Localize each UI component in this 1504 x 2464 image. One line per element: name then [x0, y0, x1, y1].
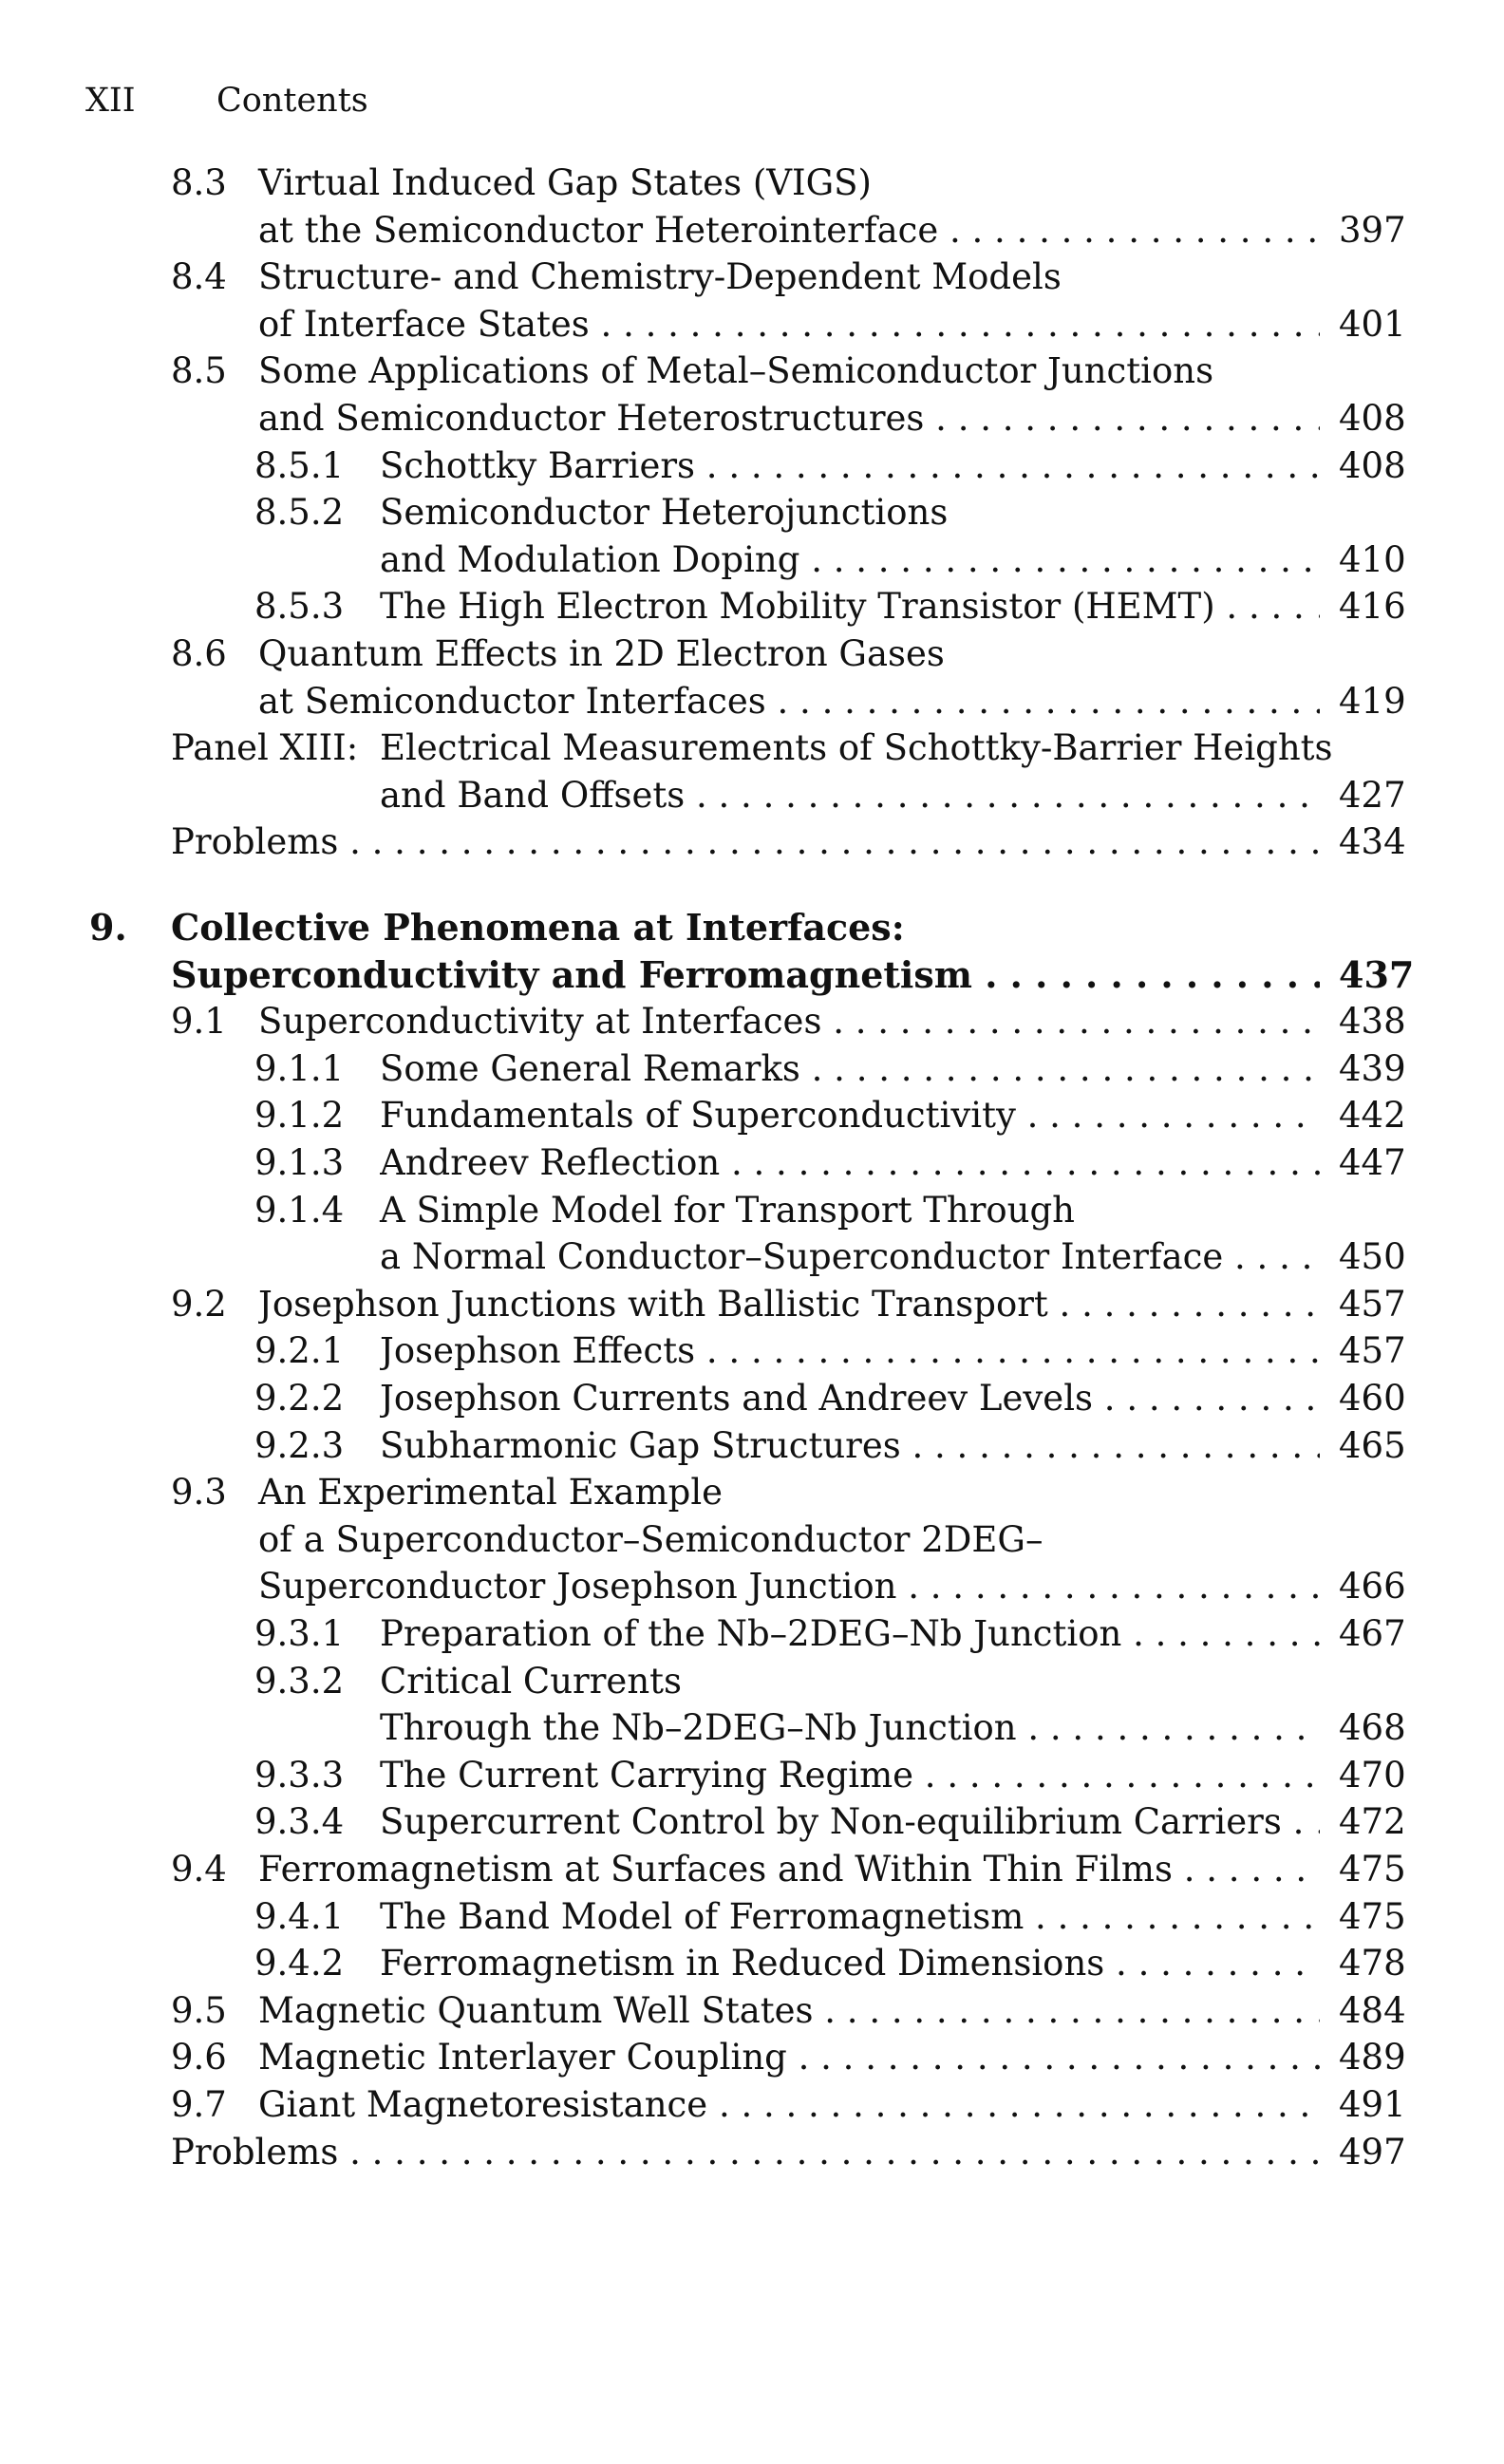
section-title: Magnetic Interlayer Coupling . . .: [258, 2034, 1320, 2081]
toc-entry-line: [0, 348, 1504, 395]
section-title: Ferromagnetism in Reduced Dimensions . . .: [380, 1940, 1320, 1987]
section-title: Virtual Induced Gap States (VIGS): [258, 162, 872, 203]
toc-entry-line: [0, 772, 1504, 819]
toc-entry-line: [0, 1798, 1504, 1846]
toc-entry-line: [0, 1187, 1504, 1234]
page-reference: 468: [1339, 1707, 1406, 1749]
toc-entry-line: [0, 1846, 1504, 1893]
section-title: Semiconductor Heterojunctions: [380, 492, 949, 534]
section-title: The Band Model of Ferromagnetism . . .: [380, 1893, 1320, 1941]
page-reference: 439: [1339, 1047, 1406, 1089]
toc-entry-line: [0, 160, 1504, 207]
section-title: Superconductivity at Interfaces . . .: [258, 998, 1320, 1045]
section-title: Ferromagnetism at Surfaces and Within Thin Films . . .: [258, 1846, 1320, 1893]
page-reference: 457: [1339, 1330, 1406, 1372]
section-number: 9.2: [171, 1283, 227, 1325]
section-title: and Semiconductor Heterostructures . . .: [258, 395, 1320, 442]
section-number: 8.6: [171, 633, 227, 674]
toc-entry-line: [0, 1045, 1504, 1093]
chapter-heading-line: [0, 951, 1504, 999]
toc-entry-line: [0, 1516, 1504, 1564]
page-reference: 457: [1339, 1283, 1406, 1325]
section-title: of a Superconductor–Semiconductor 2DEG–: [258, 1518, 1043, 1560]
toc-entry-line: [0, 1281, 1504, 1328]
toc-entry-line: [0, 489, 1504, 536]
section-title: Supercurrent Control by Non-equilibrium Carriers . . .: [380, 1798, 1320, 1846]
section-title: Preparation of the Nb–2DEG–Nb Junction . . .: [380, 1610, 1320, 1658]
section-number: 9.4.2: [254, 1943, 345, 1984]
section-number: 9.1.3: [254, 1142, 345, 1183]
section-number: 9.3.1: [254, 1613, 345, 1654]
section-title: a Normal Conductor–Superconductor Interface . . .: [380, 1233, 1320, 1281]
section-number: 9.3.2: [254, 1660, 345, 1702]
page-reference: 466: [1339, 1566, 1406, 1608]
section-number: 9.1.4: [254, 1189, 345, 1231]
toc-entry-line: [0, 1327, 1504, 1375]
toc-entry-line: [0, 442, 1504, 490]
section-title: Electrical Measurements of Schottky-Barrier Heights: [380, 727, 1333, 769]
toc-entry-line: [0, 630, 1504, 678]
section-title: An Experimental Example: [258, 1472, 724, 1514]
page-reference: 416: [1339, 586, 1406, 628]
toc-entry-line: [0, 1563, 1504, 1610]
section-title: of Interface States . . .: [258, 301, 1320, 348]
section-title: Subharmonic Gap Structures . . .: [380, 1422, 1320, 1470]
toc-entry-line: [0, 818, 1504, 866]
section-title: Josephson Effects . . .: [380, 1327, 1320, 1375]
page-reference: 475: [1339, 1895, 1406, 1937]
page-reference: 470: [1339, 1754, 1406, 1796]
page-reference: 489: [1339, 2037, 1406, 2078]
section-title: and Band Offsets . . .: [380, 772, 1320, 819]
page-reference: 447: [1339, 1142, 1406, 1183]
section-number: 8.5.3: [254, 586, 345, 628]
section-number: 9.3.3: [254, 1754, 345, 1796]
section-title: A Simple Model for Transport Through: [380, 1189, 1076, 1231]
page-reference: 467: [1339, 1613, 1406, 1654]
page-reference: 437: [1339, 952, 1415, 996]
section-title: Quantum Effects in 2D Electron Gases: [258, 633, 945, 674]
section-title: Some General Remarks . . .: [380, 1045, 1320, 1093]
toc-entry-line: [0, 1893, 1504, 1941]
section-number: 9.1: [171, 1001, 227, 1043]
section-number: 9.5: [171, 1989, 227, 2031]
toc-entry-line: [0, 2081, 1504, 2129]
page-reference: 472: [1339, 1801, 1406, 1843]
section-number: 9.4.1: [254, 1895, 345, 1937]
page-reference: 401: [1339, 303, 1406, 345]
page-reference: 491: [1339, 2084, 1406, 2125]
toc-entry-line: [0, 2129, 1504, 2176]
section-title: Through the Nb–2DEG–Nb Junction . . .: [380, 1704, 1320, 1752]
running-head: [85, 74, 368, 127]
section-title: Magnetic Quantum Well States . . .: [258, 1987, 1320, 2035]
page-reference: 450: [1339, 1236, 1406, 1278]
section-title: and Modulation Doping . . .: [380, 536, 1320, 584]
section-title: Josephson Currents and Andreev Levels . . .: [380, 1375, 1320, 1422]
toc-entry-line: [0, 536, 1504, 584]
section-number: 9.1.1: [254, 1047, 345, 1089]
toc-entry-line: [0, 1658, 1504, 1705]
toc-entry-line: [0, 1752, 1504, 1799]
page-reference: 434: [1339, 821, 1406, 863]
section-number: 9.2.2: [254, 1378, 345, 1419]
section-title: Structure- and Chemistry-Dependent Models: [258, 256, 1062, 298]
page-reference: 465: [1339, 1424, 1406, 1466]
section-number: 9.1.2: [254, 1095, 345, 1137]
section-number: 9.2.1: [254, 1330, 345, 1372]
section-number: 9.7: [171, 2084, 227, 2125]
page-reference: 427: [1339, 774, 1406, 816]
page-reference: 478: [1339, 1943, 1406, 1984]
section-title: Giant Magnetoresistance . . .: [258, 2081, 1320, 2129]
section-number: 8.5.2: [254, 492, 345, 534]
section-title: Andreev Reflection . . .: [380, 1139, 1320, 1187]
section-number: 8.5.1: [254, 444, 345, 486]
section-title: Collective Phenomena at Interfaces:: [171, 906, 905, 949]
section-number: 9.3.4: [254, 1801, 345, 1843]
section-title: at Semiconductor Interfaces . . .: [258, 678, 1320, 725]
section-title: The Current Carrying Regime . . .: [380, 1752, 1320, 1799]
toc-entry-line: [0, 1139, 1504, 1187]
toc-entry-line: [0, 301, 1504, 348]
toc-entry-line: [0, 1469, 1504, 1516]
section-title: The High Electron Mobility Transistor (HEMT) . . .: [380, 583, 1320, 630]
toc-entry-line: [0, 1375, 1504, 1422]
section-number: 8.4: [171, 256, 227, 298]
toc-entry-line: [0, 724, 1504, 772]
section-title: Schottky Barriers . . .: [380, 442, 1320, 490]
toc-entry-line: [0, 998, 1504, 1045]
toc-entry-line: [0, 1233, 1504, 1281]
section-title: Problems . . .: [171, 818, 1320, 866]
section-number: 9.2.3: [254, 1424, 345, 1466]
toc-entry-line: [0, 2034, 1504, 2081]
page-reference: 442: [1339, 1095, 1406, 1137]
page-reference: 410: [1339, 538, 1406, 580]
section-title: Superconductivity and Ferromagnetism . . .: [171, 951, 1320, 999]
section-title: Problems . . .: [171, 2129, 1320, 2176]
toc-entry-line: [0, 583, 1504, 630]
page-reference: 484: [1339, 1989, 1406, 2031]
section-title: Some Applications of Metal–Semiconductor Junctions: [258, 350, 1214, 392]
section-number: Panel XIII:: [171, 727, 359, 769]
toc-entry-line: [0, 1987, 1504, 2035]
toc-entry-line: [0, 1092, 1504, 1139]
toc-entry-line: [0, 395, 1504, 442]
section-number: 9.: [89, 906, 127, 949]
toc-entry-line: [0, 1704, 1504, 1752]
section-title: Fundamentals of Superconductivity . . .: [380, 1092, 1320, 1139]
page-reference: 419: [1339, 680, 1406, 722]
toc-entry-line: [0, 1422, 1504, 1470]
section-title: Josephson Junctions with Ballistic Transport . . .: [258, 1281, 1320, 1328]
page-reference: 497: [1339, 2131, 1406, 2172]
toc-entry-line: [0, 678, 1504, 725]
section-title: at the Semiconductor Heterointerface . . .: [258, 207, 1320, 254]
toc-entry-line: [0, 1940, 1504, 1987]
page-reference: 408: [1339, 444, 1406, 486]
section-number: 9.6: [171, 2037, 227, 2078]
toc-entry-line: [0, 254, 1504, 301]
chapter-heading-line: [0, 904, 1504, 951]
page-reference: 408: [1339, 398, 1406, 439]
running-title: Contents: [216, 82, 368, 120]
toc-entry-line: [0, 1610, 1504, 1658]
page-reference: 460: [1339, 1378, 1406, 1419]
page-reference: 397: [1339, 209, 1406, 251]
section-title: Critical Currents: [380, 1660, 683, 1702]
section-number: 9.3: [171, 1472, 227, 1514]
section-number: 9.4: [171, 1849, 227, 1890]
page-number: XII: [85, 82, 136, 120]
page-reference: 438: [1339, 1001, 1406, 1043]
toc-entry-line: [0, 207, 1504, 254]
page-reference: 475: [1339, 1849, 1406, 1890]
section-number: 8.5: [171, 350, 227, 392]
section-number: 8.3: [171, 162, 227, 203]
section-title: Superconductor Josephson Junction . . .: [258, 1563, 1320, 1610]
